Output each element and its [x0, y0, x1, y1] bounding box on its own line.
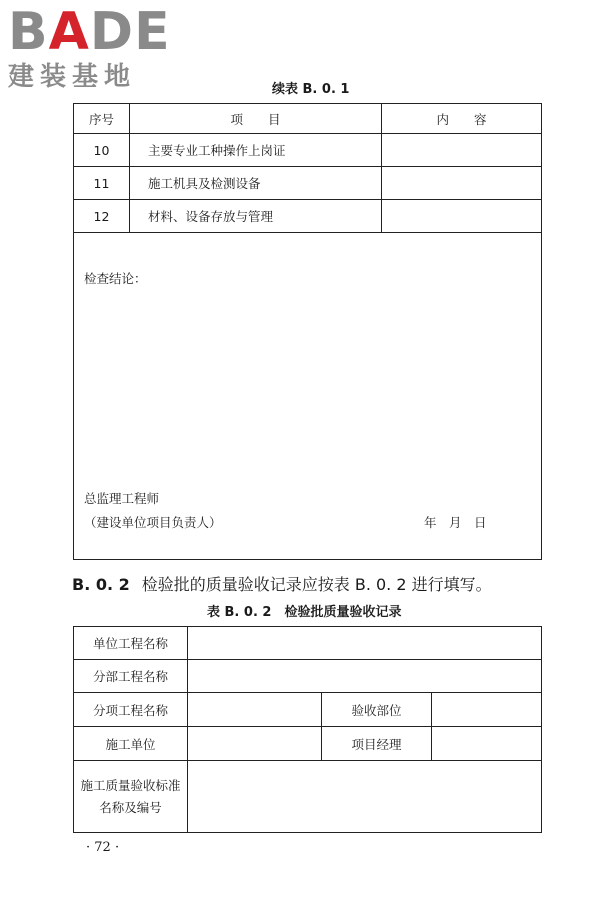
table-row: [74, 693, 542, 727]
standard-label: [74, 761, 188, 833]
table-row: [74, 134, 542, 167]
standard-value: [188, 761, 542, 833]
table1-caption: 续表 B. 0. 1: [272, 82, 350, 97]
row-content: [382, 200, 542, 233]
brand-logo: [8, 2, 178, 94]
acceptance-part-label: 验收部位: [322, 693, 432, 727]
logo-subtitle: 建装基地: [8, 62, 137, 92]
construction-unit-label: 施工单位: [74, 727, 188, 761]
logo-letter-b: B: [8, 2, 49, 62]
conclusion-cell: [74, 233, 542, 560]
unit-project-label: 单位工程名称: [74, 627, 188, 660]
division-project-value: [188, 660, 542, 693]
header-content: 内 容: [382, 104, 542, 134]
table-row: [74, 660, 542, 693]
row-seq: 12: [74, 200, 130, 233]
sub-item-project-label: 分项工程名称: [74, 693, 188, 727]
table-row: [74, 727, 542, 761]
conclusion-label: 检查结论：: [84, 271, 147, 286]
owner-rep-label: （建设单位项目负责人）: [84, 515, 222, 530]
table-row: [74, 761, 542, 833]
logo-wordmark: [8, 2, 171, 62]
acceptance-part-value: [432, 693, 542, 727]
standard-label-line2: 名称及编号: [99, 799, 162, 815]
construction-unit-value: [188, 727, 322, 761]
project-manager-value: [432, 727, 542, 761]
header-seq: 序号: [74, 104, 130, 134]
sub-item-project-value: [188, 693, 322, 727]
table-row: [74, 627, 542, 660]
logo-letter-a: A: [48, 2, 90, 62]
logo-letter-e: E: [134, 2, 171, 62]
row-item: 施工机具及检测设备: [130, 167, 382, 200]
table1-header-row: [74, 104, 542, 134]
standard-label-line1: 施工质量验收标准: [80, 777, 181, 793]
table-row: [74, 167, 542, 200]
unit-project-value: [188, 627, 542, 660]
date-label: 年 月 日: [424, 515, 487, 530]
division-project-label: 分部工程名称: [74, 660, 188, 693]
table2-caption: 表 B. 0. 2 检验批质量验收记录: [207, 605, 402, 620]
row-item: 主要专业工种操作上岗证: [130, 134, 382, 167]
row-seq: 10: [74, 134, 130, 167]
continued-table-b01: [73, 103, 542, 560]
project-manager-label: 项目经理: [322, 727, 432, 761]
conclusion-row: [74, 233, 542, 560]
row-seq: 11: [74, 167, 130, 200]
logo-letter-d: D: [89, 2, 135, 62]
section-text: 检验批的质量验收记录应按表 B. 0. 2 进行填写。: [141, 575, 492, 594]
section-number: B. 0. 2: [72, 575, 130, 594]
chief-supervisor-label: 总监理工程师: [84, 491, 160, 506]
row-content: [382, 134, 542, 167]
header-item: 项 目: [130, 104, 382, 134]
page-number: · 72 ·: [86, 840, 120, 855]
section-b02: [72, 572, 492, 595]
table-row: [74, 200, 542, 233]
inspection-lot-record-table: [73, 626, 542, 833]
row-item: 材料、设备存放与管理: [130, 200, 382, 233]
row-content: [382, 167, 542, 200]
